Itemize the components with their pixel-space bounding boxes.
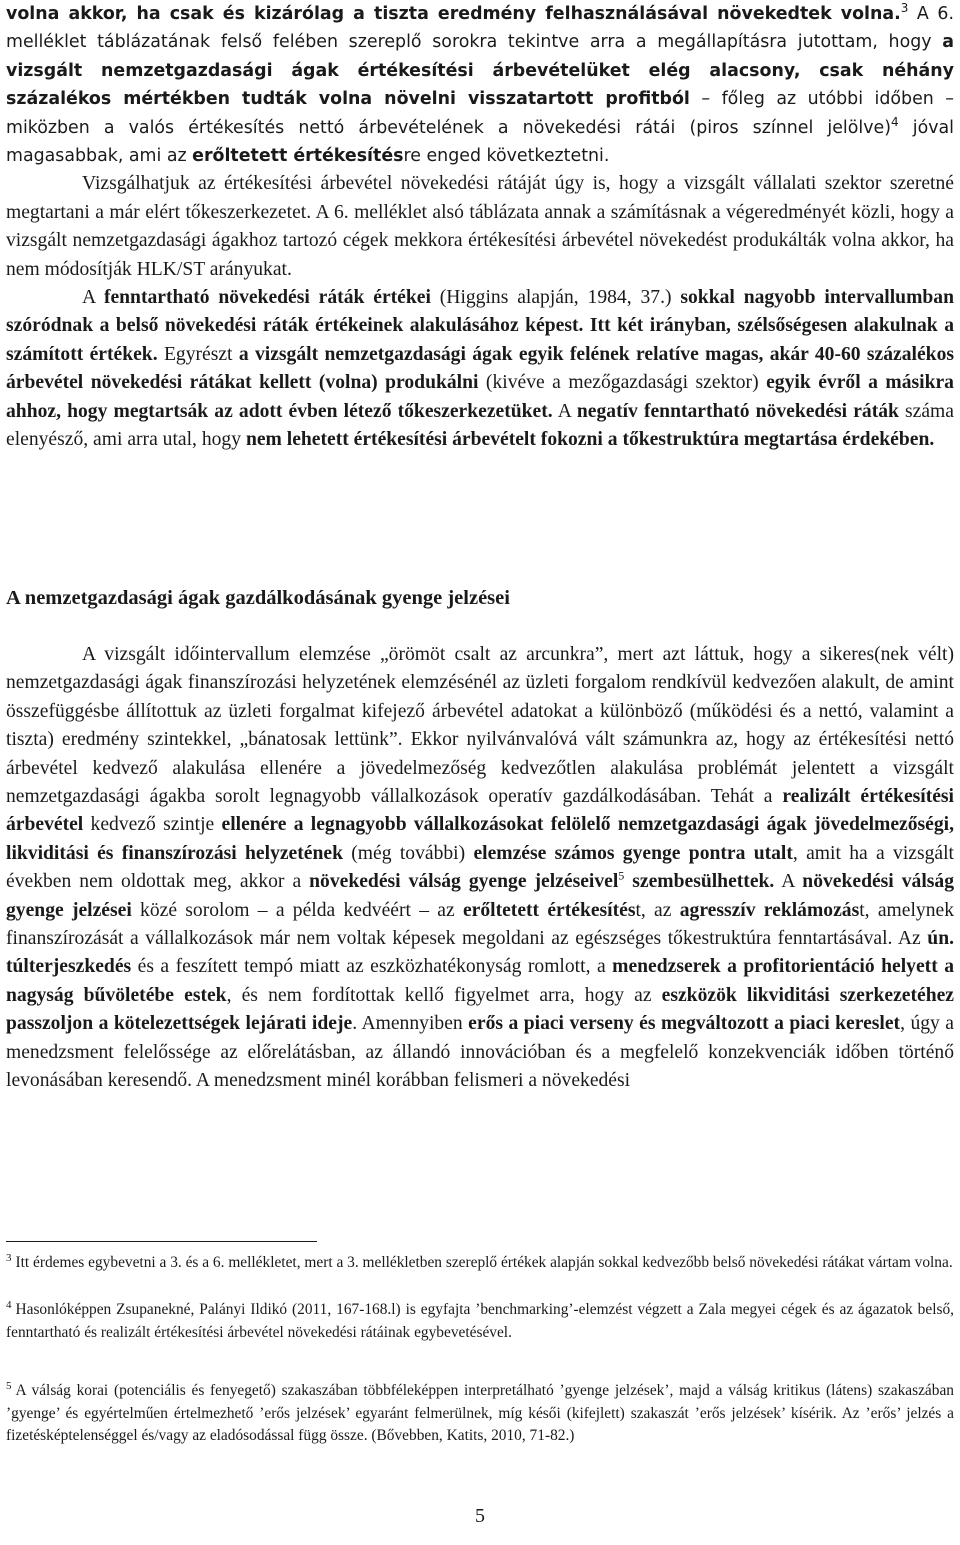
bold-text-run: szembesülhettek. [624, 871, 775, 893]
footnote-reference: 4 [891, 114, 899, 129]
bold-text-run: realizált értékesítési árbevétel [6, 786, 954, 836]
text-run: t, amelynek finanszírozását a vállalkozások már nem voltak képesek megoldani az egészséges tőkestruktúra fenntartásával. Az [6, 899, 954, 950]
body-text-upper [6, 0, 954, 455]
text-run: . Amennyiben [352, 1013, 469, 1035]
text-run: t, az [635, 899, 680, 921]
footnote-mark: 5 [6, 1379, 12, 1392]
footnote-separator [6, 1241, 317, 1242]
section-heading: A nemzetgazdasági ágak gazdálkodásának gyenge jelzései [6, 587, 510, 609]
text-run: (még további) [342, 842, 474, 864]
text-run: A [774, 871, 803, 893]
page-number: 5 [475, 1505, 485, 1527]
text-run: A vizsgált időintervallum elemzése „örömöt csalt az arcunkra”, mert azt láttuk, hogy a sikeres(nek vélt) nemzetgazdasági ágak finanszírozási helyzetének elemzésénél az üzleti forgalom rendkívül kedvezően alakult, de amint összefüggésbe állítottuk az üzleti forgalmat kifejező árbevétel adatokat a különböző (működési és a nettó, valamint a tiszta) eredmény szintekkel, „bánatosak lettünk”. Ekkor nyilvánvalóvá vált számunkra az, hogy az értékesítési nettó árbevétel kedvező alakulása ellenére a jövedelmezőség kedvezőtlen alakulása problémát jelentett a vizsgált nemzetgazdasági ágakba sorolt legnagyobb vállalkozások operatív gazdálkodásában. Tehát a [6, 644, 954, 808]
footnote-text: Itt érdemes egybevetni a 3. és a 6. mellékletet, mert a 3. mellékletben szereplő értékek alapján sokkal kedvezőbb belső növekedési rátákat vártam volna. [15, 1254, 953, 1271]
bold-text-run: növekedési válság gyenge jelzéseivel [309, 871, 619, 893]
bold-text-run: menedzserek a profitorientáció helyett a nagyság bűvöletébe estek [6, 956, 954, 1006]
bold-text-run: a vizsgált nemzetgazdasági ágak értékesítési árbevételüket elég alacsony, csak néhány százalékos mértékben tudták volna növelni visszatartott profitból [6, 32, 954, 110]
text-run: jóval magasabbak, ami az [6, 117, 955, 167]
bold-text-run: erős a piaci verseny és megváltozott a piaci kereslet [468, 1013, 901, 1035]
bold-text-run: fenntartható növekedési ráták értékei [103, 287, 431, 309]
bold-text-run: erőltetett értékesítés [192, 146, 404, 167]
text-run: re enged következtetni. [403, 146, 610, 167]
footnote-5 [6, 1380, 954, 1448]
footnote-mark: 3 [6, 1251, 12, 1264]
bold-text-run: ellenére a legnagyobb vállalkozásokat felölelő nemzetgazdasági ágak jövedelmezőségi, likviditási és finanszírozási helyzetének [6, 814, 954, 864]
text-run: közé sorolom – a példa kedvéért – az [131, 899, 463, 921]
paragraph-2 [6, 170, 954, 284]
text-run: Egyrészt [157, 343, 239, 365]
footnote-reference: 3 [900, 1, 909, 16]
text-run: – főleg az utóbbi időben – miközben a valós értékesítés nettó árbevételének a növekedési rátái (piros színnel jelölve) [6, 89, 954, 138]
footnote-3 [6, 1252, 954, 1275]
text-run: , amit ha a vizsgált években nem oldottak meg, akkor a [6, 842, 954, 893]
text-run: (Higgins alapján, 1984, 37.) [430, 287, 681, 309]
footnote-text: A válság korai (potenciális és fenyegető) szakaszában többféleképpen interpretálható ’gyenge jelzések’, majd a válság kritikus (látens) szakaszában ’gyenge’ és egyértelműen értelmezhető ’erős jelzések’ egyaránt felmerülnek, míg késői (kifejlett) szakaszát ’erős jelzések’ kísérik. Az ’erős’ jelzés a fizetésképtelenséggel és/vagy az eladósodással függ össze. (Bővebben, Katits, 2010, 71-82.) [6, 1382, 954, 1445]
bold-text-run: nem lehetett értékesítési árbevételt fokozni a tőkestruktúra megtartása érdekében. [245, 429, 935, 451]
bold-text-run: ún. túlterjeszkedés [6, 928, 954, 978]
bold-text-run: eszközök likviditási szerkezetéhez passzoljon a kötelezettségek lejárati ideje [6, 984, 955, 1035]
paragraph-1 [6, 0, 954, 170]
bold-text-run: elemzése számos gyenge pontra utalt [473, 842, 793, 864]
bold-text-run: erőltetett értékesítés [462, 899, 636, 921]
text-run: és a feszített tempó miatt az eszközhatékonyság romlott, a [131, 956, 613, 978]
paragraph-4 [6, 641, 954, 1096]
footnote-reference: 5 [618, 868, 625, 883]
bold-text-run: sokkal nagyobb intervallumban szóródnak a belső növekedési ráták értékeinek alakulásához képest. Itt két irányban, szélsőségesen alakulnak a számított értékek. [6, 287, 954, 365]
body-text-lower [6, 641, 954, 1096]
text-run: A [552, 400, 577, 422]
footnote-mark: 4 [6, 1298, 12, 1311]
bold-text-run: negatív fenntartható növekedési ráták [576, 400, 899, 422]
text-run: A 6. melléklet táblázatának felső felében szereplő sorokra tekintve arra a megállapításra jutottam, hogy [6, 4, 954, 53]
bold-text-run: egyik évről a másikra ahhoz, hogy megtartsák az adott évben létező tőkeszerkezetüket. [6, 372, 954, 422]
text-run: (kivéve a mezőgazdasági szektor) [478, 372, 767, 394]
bold-text-run: volna akkor, ha csak és kizárólag a tiszta eredmény felhasználásával növekedtek volna. [6, 4, 901, 24]
bold-text-run: növekedési válság gyenge jelzései [6, 871, 954, 921]
paragraph-3 [6, 284, 954, 454]
text-run: A [82, 287, 104, 309]
text-run: Vizsgálhatjuk az értékesítési árbevétel növekedési rátáját úgy is, hogy a vizsgált vállalati szektor szeretné megtartani a már elért tőkeszerkezetet. A 6. melléklet alsó táblázata annak a számításnak a végeredményét közli, hogy a vizsgált nemzetgazdasági ágakhoz tartozó cégek mekkora értékesítési árbevétel növekedést produkálták volna akkor, ha nem módosítják HLK/ST arányukat. [6, 173, 954, 280]
bold-text-run: agresszív reklámozás [679, 899, 860, 921]
bold-text-run: a vizsgált nemzetgazdasági ágak egyik felének relatíve magas, akár 40-60 százalékos árbevétel növekedési rátákat kellett (volna) produkálni [6, 343, 954, 394]
footnote-text: Hasonlóképpen Zsupanekné, Palányi Ildikó (2011, 167-168.l) is egyfajta ’benchmarking’-elemzést végzett a Zala megyei cégek és az ágazatok belső, fenntartható és realizált értékesítési árbevétel növekedési rátáinak egybevetésével. [6, 1301, 954, 1341]
text-run: kedvező szintje [83, 814, 222, 836]
text-run: , és nem fordítottak kellő figyelmet arra, hogy az [226, 984, 662, 1006]
text-run: száma elenyésző, ami arra utal, hogy [6, 400, 954, 451]
footnote-4 [6, 1299, 954, 1344]
text-run: , úgy a menedzsment felelőssége az előrelátásban, az állandó innovációban és a megfelelő konzekvenciák időben történő levonásában keresendő. A menedzsment minél korábban felismeri a növekedési [6, 1013, 955, 1092]
